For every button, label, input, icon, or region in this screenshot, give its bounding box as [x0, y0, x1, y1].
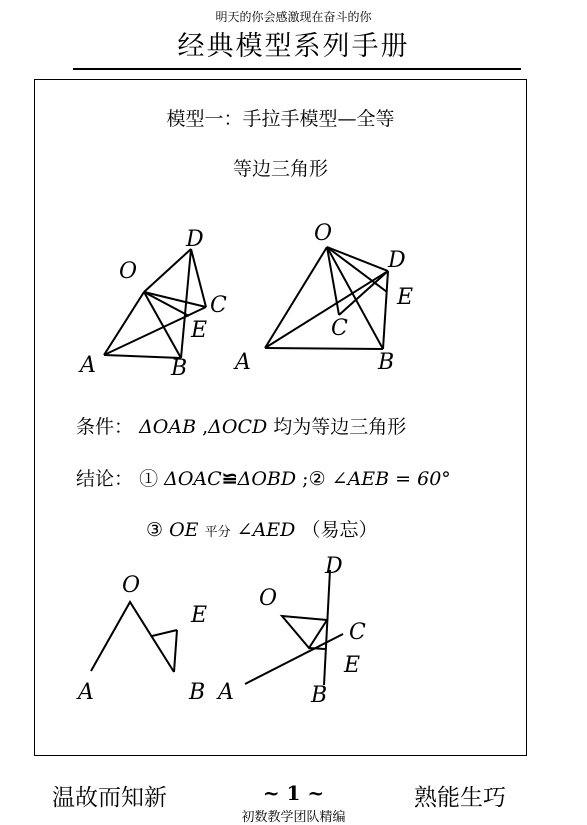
- congruent-symbol: ≌: [221, 468, 238, 490]
- page-number: ~ 1 ~: [262, 781, 325, 805]
- segment-AC: [245, 634, 343, 684]
- segment-OE: [327, 247, 387, 292]
- segment-AD: [265, 271, 388, 348]
- fig1-label-B: B: [171, 356, 188, 381]
- condition-label: 条件：: [76, 416, 134, 438]
- triangle-OAC: ΔOAC: [164, 468, 222, 490]
- fig2-label-E: E: [397, 285, 414, 310]
- segment-BD: [383, 271, 388, 349]
- bisects-text: 平分: [204, 525, 231, 540]
- segment-OA: [265, 247, 327, 348]
- page-title: 经典模型系列手册: [177, 31, 410, 62]
- fig2-label-O: O: [314, 221, 333, 246]
- angle-AED: ∠AED: [236, 519, 296, 541]
- condition-statement: [76, 412, 406, 439]
- segment-OD: [327, 247, 388, 271]
- model-title: 模型一：手拉手模型—全等: [166, 108, 395, 130]
- fig4-label-E: E: [344, 653, 361, 678]
- fig2-label-B: B: [378, 350, 395, 375]
- segment-AB: [104, 355, 181, 358]
- angle-AEB: ∠AEB = 60°: [331, 468, 451, 490]
- triangle-OCD: ΔOCD: [208, 416, 268, 438]
- easy-forget-note: （易忘）: [301, 519, 378, 541]
- segment-OE: [309, 648, 325, 649]
- fig3-label-A: A: [78, 680, 94, 705]
- segment-AB: [265, 348, 383, 349]
- fig4-label-A: A: [218, 680, 234, 705]
- fig4-label-B: B: [311, 683, 328, 708]
- fig1-label-O: O: [119, 259, 138, 284]
- segment-DC: [339, 271, 388, 315]
- conclusion-number-1: ①: [139, 468, 159, 490]
- conclusion-label: 结论：: [76, 468, 134, 490]
- fig4-label-D: D: [325, 554, 343, 579]
- fig1-label-E: E: [191, 318, 208, 343]
- fig2-label-C: C: [331, 316, 348, 341]
- path-A-O-B: [91, 602, 174, 672]
- segment-OC: [144, 292, 206, 307]
- fig4-label-O: O: [259, 586, 278, 611]
- fig4-label-C: C: [349, 620, 366, 645]
- footer-left-slogan: 温故而知新: [52, 785, 167, 811]
- fig3-label-E: E: [191, 603, 208, 628]
- conclusion-number-2: ②: [308, 468, 326, 490]
- section-subtitle: 等边三角形: [232, 158, 328, 180]
- triangle-OBD: ΔOBD: [237, 468, 297, 490]
- condition-separator: ,: [196, 416, 209, 438]
- segment-E-O-side: [152, 630, 177, 636]
- triangle-OCD: [282, 616, 327, 648]
- fig2-label-D: D: [388, 248, 406, 273]
- footer-right-slogan: 熟能生巧: [414, 785, 506, 811]
- conclusion-number-3: ③: [146, 519, 164, 541]
- figure-3-diagram: [80, 590, 190, 680]
- segment-EB: [174, 630, 177, 672]
- fig1-label-D: D: [186, 227, 204, 252]
- fig1-label-A: A: [80, 353, 96, 378]
- fig2-label-A: A: [235, 350, 251, 375]
- fig1-label-C: C: [210, 293, 227, 318]
- conclusion-separator: ;: [296, 468, 309, 490]
- fig3-label-B: B: [189, 680, 206, 705]
- header-rule: [73, 68, 521, 70]
- segment-OD: [144, 249, 191, 292]
- segment-OE-text: OE: [169, 519, 199, 541]
- footer-team: 初数教学团队精编: [241, 810, 346, 825]
- fig3-label-O: O: [122, 573, 141, 598]
- triangle-OAB: ΔOAB: [139, 416, 197, 438]
- segment-DC: [191, 249, 206, 307]
- segment-BD: [324, 570, 330, 685]
- condition-text: 均为等边三角形: [267, 416, 407, 438]
- conclusion-statement: [76, 464, 451, 491]
- header-motto: 明天的你会感激现在奋斗的你: [215, 10, 372, 24]
- conclusion-3: [146, 515, 377, 542]
